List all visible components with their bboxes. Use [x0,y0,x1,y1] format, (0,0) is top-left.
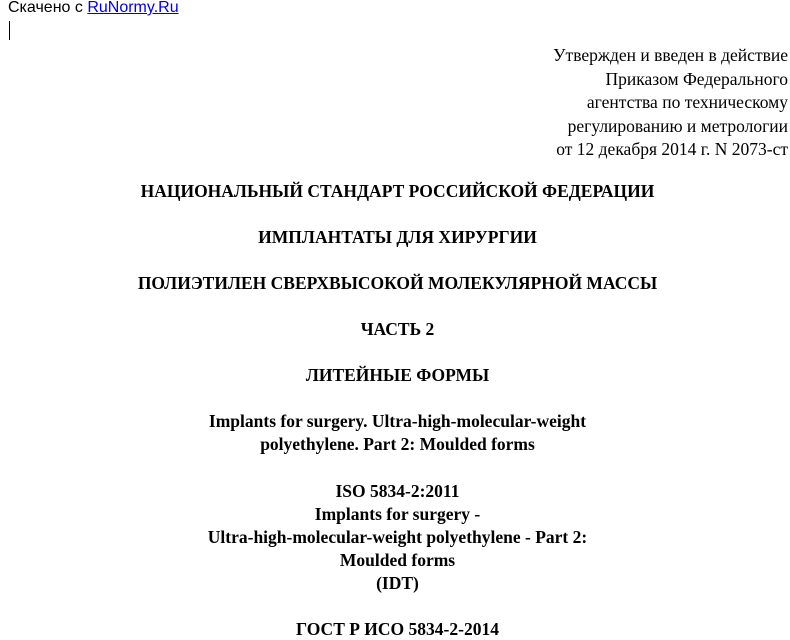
standard-part-heading: ЧАСТЬ 2 [360,319,435,339]
iso-number: ISO 5834-2:2011 [335,481,460,501]
standard-part-name-heading: ЛИТЕЙНЫЕ ФОРМЫ [305,365,490,385]
gost-number: ГОСТ Р ИСО 5834-2-2014 [296,619,499,639]
approval-line: Приказом Федерального [605,68,788,89]
iso-degree-of-correspondence: (IDT) [376,573,419,593]
approval-line: Утвержден и введен в действие [553,45,788,65]
iso-title-line: Ultra-high-molecular-weight polyethylene - Part 2: [207,527,588,547]
download-source-line [8,0,179,17]
standard-subject-heading: ИМПЛАНТАТЫ ДЛЯ ХИРУРГИИ [258,227,537,247]
download-source-label: Скачено с [8,0,88,16]
approval-line: регулированию и метрологии [567,115,788,136]
text-cursor [9,21,10,40]
approval-block [553,44,788,162]
national-standard-heading: НАЦИОНАЛЬНЫЙ СТАНДАРТ РОССИЙСКОЙ ФЕДЕРАЦИИ [140,181,655,201]
standard-material-heading: ПОЛИЭТИЛЕН СВЕРХВЫСОКОЙ МОЛЕКУЛЯРНОЙ МАССЫ [137,273,658,293]
english-title-line: Implants for surgery. Ultra-high-molecular-weight [208,411,587,431]
runormy-link[interactable]: RuNormy.Ru [87,0,179,16]
approval-line: агентства по техническому [586,92,788,113]
approval-line: от 12 декабря 2014 г. N 2073-ст [556,139,788,160]
iso-title-line: Moulded forms [339,550,456,570]
english-title-line: polyethylene. Part 2: Moulded forms [260,434,535,454]
iso-title-line: Implants for surgery - [314,504,481,524]
